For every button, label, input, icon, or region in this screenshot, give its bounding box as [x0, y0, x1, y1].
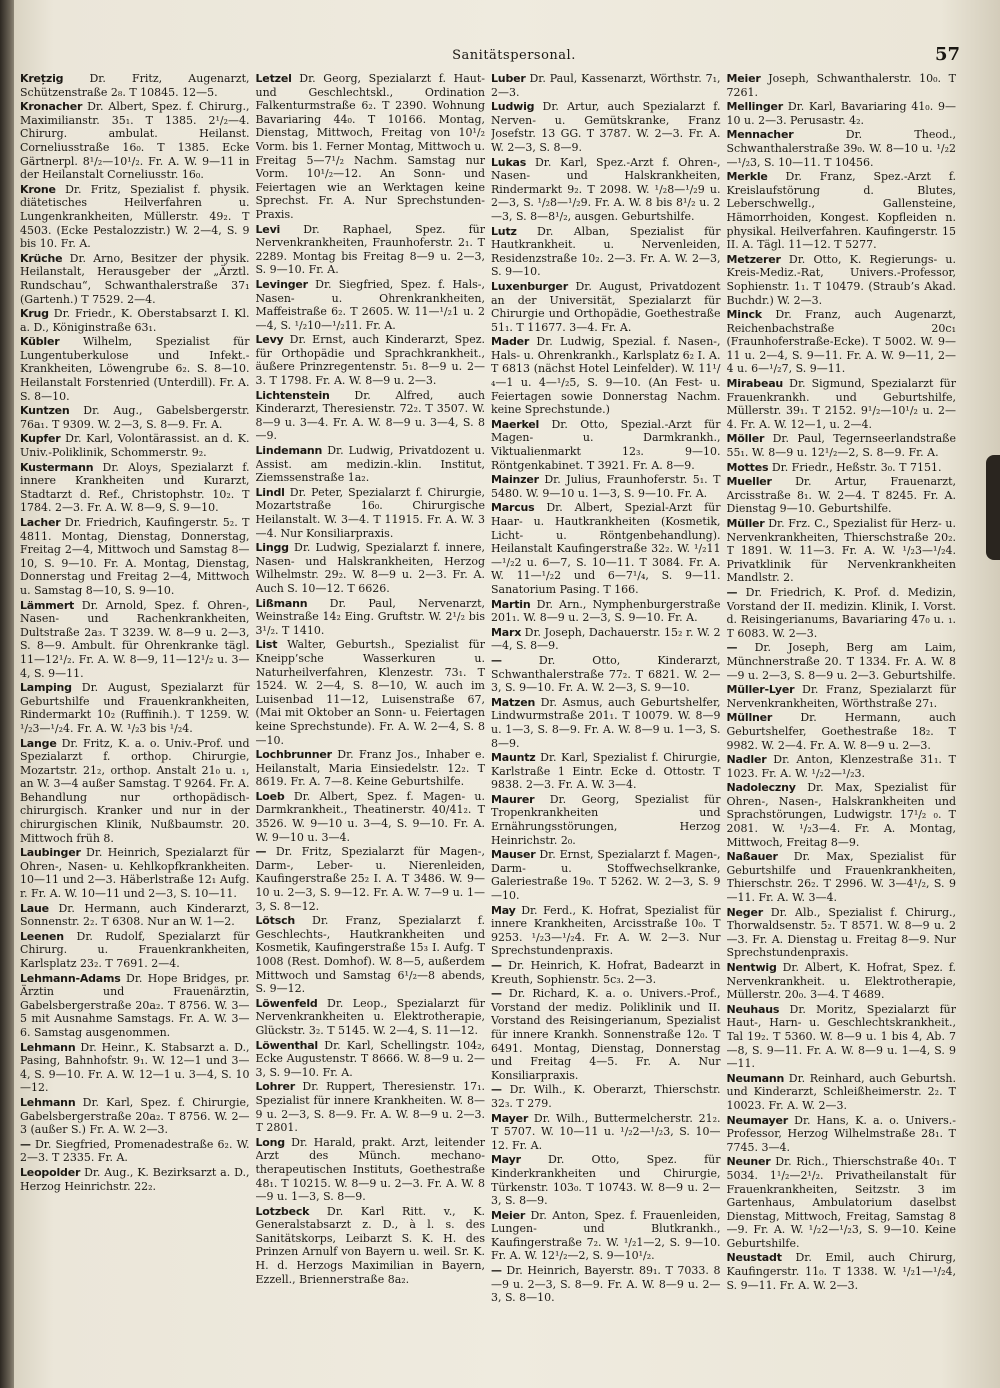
entry-details: Dr. August, Privatdozent an der Universität, Spezialarzt für Chirurgie und Orthopädie, Goethestraße 51₁. T 11677. 3—4. Fr. A. — [491, 279, 721, 334]
directory-entry — [20, 902, 250, 929]
directory-entry — [20, 972, 250, 1040]
entry-name: Lämmert — [20, 598, 75, 612]
page-header — [14, 44, 1000, 70]
entry-name: Kustermann — [20, 460, 94, 474]
directory-entry — [727, 377, 957, 431]
entry-details: Dr. Franz, Spezialarzt für Nervenkrankheiten, Wörthstraße 27₁. — [726, 683, 956, 710]
entry-name: Levinger — [255, 277, 308, 291]
entry-details: Dr. Siegfried, Promenadestraße 6₂. W. 2—3. T 2335. Fr. A. — [20, 1137, 250, 1165]
directory-entry — [20, 1138, 250, 1165]
entry-name: Luxenburger — [491, 279, 568, 293]
entry-name: Leopolder — [20, 1165, 81, 1179]
entry-name: Laubinger — [20, 846, 81, 860]
entry-name: Müller-Lyer — [726, 683, 795, 697]
entry-details: Dr. Alb., Spezialist f. Chirurg., Thorwaldsenstr. 5₂. T 8571. W. 8—9 u. 2—3. Fr. A. Dienstag u. Freitag 8—9. Nur Sprechstundenpraxis. — [726, 905, 956, 960]
entry-details: Dr. Alban, Spezialist für Hautkrankheit. u. Nervenleiden, Residenzstraße 10₂. 2—3. Fr. A. W. 2—3, S. 9—10. — [491, 224, 721, 279]
entry-name: Levy — [255, 333, 284, 347]
entry-details: Dr. Friedr., K. Oberstabsarzt I. Kl. a. D., Königinstraße 63₁. — [20, 307, 250, 334]
entry-details: Dr. Frz. C., Spezialist für Herz- u. Nervenkrankheiten, Thierschstraße 20₂. T 1891. W. 11—3. Fr. A. W. ¹/₂3—¹/₂4. Privatklinik für Nervenkrankheiten Mandlstr. 2. — [726, 517, 956, 585]
directory-entry — [727, 170, 957, 252]
entry-details: Dr. Rudolf, Spezialarzt für Chirurg. u. Frauenkrankheiten, Karlsplatz 23₂. T 7691. 2—4. — [20, 929, 250, 970]
entry-details: Dr. Franz, Spez.-Arzt f. Kreislaufstörung d. Blutes, Leberschwellg., Gallensteine, Hämorrhoiden, Kongest. Kopfleiden n. physikal. Heilverfahren. Kaufingerstr. 15 II. A. Tägl. 11—12. T 5277. — [726, 170, 956, 252]
entry-details: Walter, Geburtsh., Spezialist für Kneipp’sche Wasserkuren u. Naturheilverfahren, Klenzestr. 73₁. T 1524. W. 2—4, S. 8—10, W. auch im Luisenbad 11—12, Luisenstraße 67, (Mai mit Oktober an Sonn- u. Feiertagen keine Sprechstunde). Fr. A. W. 2—4, S. 8—10. — [255, 638, 485, 747]
entry-details: Dr. Karl, Volontärassist. an d. K. Univ.-Poliklinik, Schommerstr. 9₂. — [20, 432, 250, 460]
entry-name: Maurer — [491, 792, 535, 806]
entry-details: Dr. Julius, Fraunhoferstr. 5₁. T 5480. W. 9—10 u. 1—3, S. 9—10. Fr. A. — [491, 473, 721, 500]
directory-entry — [20, 252, 250, 306]
column-1 — [20, 72, 250, 1384]
entry-name: Lichtenstein — [255, 388, 330, 402]
entry-details: Dr. Heinrich, K. Hofrat, Badearzt in Kreuth, Sophienstr. 5c₃. 2—3. — [491, 959, 721, 986]
entry-name: Krüche — [20, 251, 63, 265]
entry-details: Dr. Otto, Spez. für Kinderkrankheiten und Chirurgie, Türkenstr. 103₀. T 10743. W. 8—9 u. 2—3, S. 8—9. — [491, 1153, 721, 1208]
directory-entry — [727, 308, 957, 376]
entry-details: Dr. Aug., K. Bezirksarzt a. D., Herzog Heinrichstr. 22₂. — [20, 1165, 250, 1193]
entry-details: Dr. Paul, Tegernseerlandstraße 55₁. W. 8—9 u. 12¹/₂—2, S. 8—9. Fr. A. — [726, 432, 956, 460]
entry-name: — — [491, 653, 502, 667]
entry-name: Luber — [491, 72, 526, 85]
directory-entry — [727, 683, 957, 710]
entry-details: Dr. Karl Ritt. v., K. Generalstabsarzt z. D., à l. s. des Sanitätskorps, Leibarzt S. K. H. des Prinzen Arnulf von Bayern u. weil. Sr. K. H. d. Herzogs Maximilian in Bayern, Ezzell., Briennerstraße 8a₂. — [255, 1204, 485, 1286]
entry-name: Ludwig — [491, 100, 535, 114]
entry-name: Löwenfeld — [255, 996, 318, 1010]
entry-name: Matzen — [491, 695, 536, 709]
directory-entry — [256, 444, 486, 485]
entry-details: Dr. Fritz, Spezialarzt für Magen-, Darm-, Leber- u. Nierenleiden, Kaufingerstraße 25₂ I. A. T 3486. W. 9—10 u. 2—3, S. 9—12. Fr. A. W. 7—9 u. 1—3, S. 8—12. — [255, 845, 485, 913]
directory-entry — [20, 737, 250, 846]
entry-details: Dr. Ruppert, Theresienstr. 17₁. Spezialist für innere Krankheiten. W. 8—9 u. 2—3, S. 8—9. Fr. A. W. 8—9 u. 2—3. T 2801. — [255, 1080, 485, 1135]
entry-details: Dr. August, Spezialarzt für Geburtshilfe und Frauenkrankheiten, Rindermarkt 10₂ (Ruffinih.). T 1259. W. ¹/₂3—¹/₂4. Fr. A. W. ¹/₂3 bis ¹/₂4. — [20, 681, 250, 735]
entry-details: Dr. Rich., Thierschstraße 40₁. T 5034. 1¹/₂—2¹/₂. Privatheilanstalt für Frauenkrankheiten, Seitzstr. 3 im Gartenhaus, Ambulatorium daselbst Dienstag, Mittwoch, Freitag, Samstag 8—9. Fr. A. W. ¹/₂2—¹/₂3, S. 9—10. Keine Geburtshilfe. — [726, 1155, 956, 1250]
entry-details: Dr. Hope Bridges, pr. Ärztin und Frauenärztin, Gabelsbergerstraße 20a₂. T 8756. W. 3—5 mit Ausnahme Samstags. Fr. A. W. 3—6. Samstag ausgenommen. — [20, 971, 250, 1039]
directory-entry — [20, 599, 250, 681]
directory-entry — [491, 598, 721, 625]
entry-details: Dr. Albert, Spez. f. Magen- u. Darmkrankheit., Theatinerstr. 40/41₂. T 3526. W. 9—10 u. 3—4, S. 9—10. Fr. A. W. 9—10 u. 3—4. — [255, 789, 485, 844]
entry-name: Maerkel — [491, 417, 540, 431]
entry-details: Dr. Albert, Spez. f. Chirurg., Maximilianstr. 35₁. T 1385. 2¹/₂—4. Chirurg. ambulat. Heilanst. Corneliusstraße 16₀. T 1385. Ecke Gärtnerpl. 8¹/₂—10¹/₂. Fr. A. W. 9—11 in der Heilanstalt Corneliusstr. 16₀. — [20, 100, 250, 182]
directory-entry — [20, 432, 250, 459]
entry-name: Mellinger — [726, 100, 784, 114]
entry-details: Dr. Joseph, Berg am Laim, Münchnerstraße 20. T 1334. Fr. A. W. 8—9 u. 2—3, S. 8—9 u. 2—3. Geburtshilfe. — [726, 641, 956, 682]
entry-name: Möller — [726, 432, 765, 446]
directory-entry — [491, 100, 721, 154]
entry-details: Dr. Aloys, Spezialarzt f. innere Krankheiten und Kurarzt, Stadtarzt d. Ref., Christophstr. 10₂. T 1784. 2—3. Fr. A. W. 8—9, S. 9—10. — [20, 460, 250, 515]
entry-name: List — [255, 638, 278, 652]
entry-name: Lotzbeck — [255, 1204, 310, 1218]
entry-details: Dr. Otto, Kinderarzt, Schwanthalerstraße 77₂. T 6821. W. 2—3, S. 9—10. Fr. A. W. 2—3, S. 9—10. — [491, 653, 721, 695]
directory-entry — [20, 72, 250, 99]
directory-entry — [20, 930, 250, 971]
entry-details: Dr. Karl, Spez.-Arzt f. Ohren-, Nasen- und Halskrankheiten, Rindermarkt 9₂. T 2098. W. ¹/₂8—¹/₂9 u. 2—3, S. ¹/₂8—¹/₂9. Fr. A. W. 8 bis 8¹/₂ u. 2—3, S. 8—8¹/₂, ausgen. Geburtshilfe. — [491, 155, 721, 223]
entry-name: Lamping — [20, 681, 72, 695]
entry-name: Letzel — [255, 72, 292, 85]
entry-details: Dr. Franz Jos., Inhaber e. Heilanstalt, Maria Einsiedelstr. 12₂. T 8619. Fr. A. 7—8. Keine Geburtshilfe. — [255, 748, 485, 789]
entry-name: Löwenthal — [255, 1038, 319, 1052]
entry-details: Dr. Georg, Spezialarzt f. Haut- und Geschlechtskl., Ordination Falkenturmstraße 6₂. T 2390. Wohnung Bavariaring 44₀. T 10166. Montag, Dienstag, Mittwoch, Freitag von 10¹/₂ Vorm. bis 1. Ferner Montag, Mittwoch u. Freitag 5—7¹/₂ Nachm. Samstag nur Vorm. 10¹/₂—12. An Sonn- und Feiertagen wie an Werktagen keine Sprechst. Fr. A. Nur Sprechstunden-Praxis. — [255, 72, 485, 221]
entry-name: May — [491, 903, 516, 917]
directory-entry — [727, 432, 957, 459]
entry-details: Dr. Heinr., K. Stabsarzt a. D., Pasing, Bahnhofstr. 9₁. W. 12—1 und 3—4, S. 9—10. Fr. A. W. 12—1 u. 3—4, S. 10—12. — [20, 1040, 250, 1095]
entry-name: Mader — [491, 335, 530, 349]
directory-entry — [727, 961, 957, 1002]
entry-details: Dr. Karl, Spezialist f. Chirurgie, Karlstraße 1 Eintr. Ecke d. Ottostr. T 9838. 2—3. Fr. A. W. 3—4. — [491, 751, 721, 792]
entry-details: Dr. Heinrich, Spezialarzt für Ohren-, Nasen- u. Kehlkopfkrankheiten. 10—11 und 2—3. Häberlstraße 12₁ Aufg. r. Fr. A. W. 10—11 und 2—3, S. 10—11. — [20, 846, 250, 901]
directory-entry — [256, 914, 486, 996]
entry-name: Mueller — [726, 475, 772, 489]
column-3 — [491, 72, 721, 1384]
directory-columns — [20, 72, 956, 1384]
entry-details: Dr. Anton, Klenzestraße 31₁. T 1023. Fr. A. W. ¹/₂2—¹/₂3. — [726, 753, 956, 780]
entry-name: — — [726, 641, 738, 655]
directory-entry — [491, 418, 721, 472]
entry-name: — — [20, 1137, 31, 1151]
entry-details: Dr. Arn., Nymphenburgerstraße 201₁. W. 8—9 u. 2—3, S. 9—10. Fr. A. — [491, 597, 721, 625]
directory-entry — [727, 128, 957, 169]
entry-name: Meier — [726, 72, 761, 85]
directory-entry — [491, 696, 721, 750]
entry-details: Dr. Hermann, auch Geburtshelfer, Goethestraße 18₂. T 9982. W. 2—4. Fr. A. W. 8—9 u. 2—3. — [726, 711, 956, 752]
entry-details: Dr. Georg, Spezialist für Tropenkrankheiten und Ernährungsstörungen, Herzog Heinrichstr. 2₀. — [491, 792, 721, 847]
column-4 — [727, 72, 957, 1384]
directory-entry — [491, 1112, 721, 1153]
entry-name: Müller — [726, 517, 765, 530]
entry-name: Neumayer — [726, 1113, 788, 1127]
entry-details: Dr. Raphael, Spez. für Nervenkrankheiten, Fraunhoferstr. 2₁. T 2289. Montag bis Freitag 8—9 u. 2—3, S. 9—10. Fr. A. — [255, 222, 485, 277]
directory-entry — [727, 1251, 957, 1292]
directory-entry — [256, 638, 486, 747]
entry-details: Dr. Ernst, Spezialarzt f. Magen-, Darm- u. Stoffwechselkranke, Galeriestraße 19₀. T 5262. W. 2—3, S. 9—10. — [491, 848, 721, 903]
entry-details: Dr. Hermann, auch Kinderarzt, Sonnenstr. 2₂. T 6308. Nur an W. 1—2. — [20, 901, 250, 929]
entry-name: Merkle — [726, 170, 768, 184]
directory-entry — [256, 333, 486, 387]
directory-entry — [491, 501, 721, 596]
directory-entry — [20, 846, 250, 900]
entry-name: Laue — [20, 901, 49, 915]
entry-name: Lukas — [491, 155, 527, 169]
directory-entry — [491, 793, 721, 847]
book-gutter — [0, 0, 14, 1388]
entry-name: Metzerer — [726, 252, 781, 266]
entry-name: Mainzer — [491, 473, 539, 487]
directory-entry — [256, 997, 486, 1038]
entry-name: Long — [255, 1135, 285, 1149]
entry-details: Dr. Ludwig, Spezialarzt f. innere, Nasen- und Halskrankheiten, Herzog Wilhelmstr. 29₂. W. 8—9 u. 2—3. Fr. A. Auch S. 10—12. T 6626. — [255, 541, 485, 595]
entry-name: Lehmann-Adams — [20, 971, 121, 985]
entry-details: Dr. Ernst, auch Kinderarzt, Spez. für Orthopädie und Sprachkrankheit., äußere Prinzregentenstr. 5₁. 8—9 u. 2—3. T 1798. Fr. A. W. 8—9 u. 2—3. — [255, 333, 485, 388]
entry-details: Dr. Emil, auch Chirurg, Kaufingerstr. 11₀. T 1338. W. ¹/₂1—¹/₂4, S. 9—11. Fr. A. W. 2—3. — [726, 1251, 956, 1292]
entry-details: Dr. Albert, K. Hofrat, Spez. f. Nervenkrankheit. u. Elektrotherapie, Müllerstr. 20₀. 3—4. T 4689. — [726, 961, 956, 1002]
directory-entry — [256, 389, 486, 443]
entry-name: Lehmann — [20, 1040, 76, 1054]
entry-name: Mayer — [491, 1111, 529, 1125]
directory-entry — [256, 597, 486, 638]
directory-entry — [491, 987, 721, 1082]
directory-entry — [20, 183, 250, 251]
directory-entry — [256, 223, 486, 277]
directory-entry — [256, 1205, 486, 1287]
directory-entry — [491, 156, 721, 224]
entry-name: Lingg — [255, 541, 289, 555]
entry-details: Dr. Alfred, auch Kinderarzt, Theresienstr. 72₂. T 3507. W. 8—9 u. 3—4. Fr. A. W. 8—9 u. 3—4, S. 8—9. — [255, 388, 485, 443]
entry-name: Mauntz — [491, 751, 536, 765]
directory-entry — [727, 475, 957, 516]
entry-name: Martin — [491, 597, 531, 611]
entry-details: Dr. Paul, Nervenarzt, Weinstraße 14₂ Eing. Gruftstr. W. 2¹/₂ bis 3¹/₂. T 1410. — [255, 596, 485, 637]
running-head: Sanitätspersonal. — [452, 48, 576, 63]
entry-details: Dr. Harald, prakt. Arzt, leitender Arzt des Münch. mechano-therapeutischen Instituts, Goethestraße 48₁. T 10215. W. 8—9 u. 2—3. Fr. A. W. 8—9 u. 1—3, S. 8—9. — [255, 1135, 485, 1204]
entry-details: Dr. Ludwig, Privatdozent u. Assist. am medizin.-klin. Institut, Ziemssenstraße 1a₂. — [255, 444, 485, 485]
entry-name: Kupfer — [20, 432, 61, 446]
directory-entry — [491, 751, 721, 792]
page-number: 57 — [934, 44, 960, 65]
entry-details: Wilhelm, Spezialist für Lungentuberkulose und Infekt.-Krankheiten, Löwengrube 6₂. S. 8—10. Heilanstalt Forstenried (Unterdill). Fr. A. S. 8—10. — [20, 335, 250, 403]
thumb-index-notch — [986, 455, 1000, 560]
directory-entry — [727, 100, 957, 127]
entry-details: Dr. Max, Spezialist für Geburtshilfe und Frauenkrankheiten, Thierschstr. 26₂. T 2996. W. 3—4¹/₂, S. 9—11. Fr. A. W. 3—4. — [726, 850, 956, 905]
directory-entry — [256, 1080, 486, 1134]
entry-name: Krone — [20, 182, 56, 196]
entry-details: Dr. Hans, K. a. o. Univers.-Professor, Herzog Wilhelmstraße 28₁. T 7745. 3—4. — [726, 1113, 956, 1154]
entry-name: Neustadt — [726, 1251, 782, 1265]
entry-name: Leenen — [20, 929, 64, 943]
entry-name: Nadler — [726, 753, 767, 767]
entry-name: — — [491, 1083, 502, 1097]
entry-name: Neuhaus — [726, 1002, 780, 1016]
entry-details: Dr. Heinrich, Bayerstr. 89₁. T 7033. 8—9 u. 2—3, S. 8—9. Fr. A. W. 8—9 u. 2—3, S. 8—10. — [491, 1264, 721, 1305]
entry-details: Dr. Reinhard, auch Geburtsh. und Kinderarzt, Schleißheimerstr. 2₂. T 10023. Fr. A. W. 2—3. — [726, 1071, 956, 1112]
directory-entry — [727, 1003, 957, 1071]
entry-details: Dr. Anton, Spez. f. Frauenleiden, Lungen- und Blutkrankh., Kaufingerstraße 7₂. W. ¹/₂1—2, S. 9—10. Fr. A. W. 12¹/₂—2, S. 9—10¹/₂. — [491, 1208, 721, 1263]
directory-entry — [727, 1114, 957, 1155]
directory-entry — [20, 516, 250, 598]
directory-entry — [491, 1209, 721, 1263]
entry-name: Lißmann — [255, 596, 308, 610]
directory-entry — [727, 1072, 957, 1113]
entry-details: Dr. Max, Spezialist für Ohren-, Nasen-, Halskrankheiten und Sprachstörungen, Ludwigstr. 17¹/₂ ₀. T 2081. W. ¹/₂3—4. Fr. A. Montag, Mittwoch, Freitag 8—9. — [726, 781, 956, 849]
entry-name: Levi — [255, 222, 281, 236]
directory-entry — [491, 1264, 721, 1305]
entry-details: Dr. Siegfried, Spez. f. Hals-, Nasen- u. Ohrenkrankheiten, Maffeistraße 6₂. T 2605. W. 11—¹/₂1 u. 2—4, S. ¹/₂10—¹/₂11. Fr. A. — [255, 277, 485, 332]
directory-entry — [727, 711, 957, 752]
directory-entry — [491, 1153, 721, 1207]
entry-details: Dr. Fritz, Augenarzt, Schützenstraße 2₈. T 10845. 12—5. — [20, 72, 250, 99]
entry-name: Mirabeau — [726, 377, 784, 391]
entry-details: Dr. Arnold, Spez. f. Ohren-, Nasen- und Rachenkrankheiten, Dultstraße 2a₃. T 3239. W. 8—9 u. 2—3, S. 8—9. Ambult. für Ohrenkranke tägl. 11—12¹/₂. Fr. A. W. 8—9, 11—12¹/₂ u. 3—4, S. 9—11. — [20, 598, 250, 680]
directory-entry — [727, 850, 957, 904]
entry-name: — — [255, 845, 267, 859]
entry-details: Dr. Artur, Frauenarzt, Arcisstraße 8₁. W. 2—4. T 8245. Fr. A. Dienstag 9—10. Geburtshilfe. — [726, 475, 956, 516]
entry-details: Dr. Aug., Gabelsbergerstr. 76a₁. T 9309. W. 2—3, S. 8—9. Fr. A. — [20, 404, 250, 431]
entry-details: Dr. Artur, auch Spezialarzt f. Nerven- u. Gemütskranke, Franz Josefstr. 13 GG. T 3787. W. 2—3. Fr. A. W. 2—3, S. 8—9. — [491, 100, 721, 154]
entry-details: Dr. Joseph, Dachauerstr. 15₂ r. W. 2—4, S. 8—9. — [491, 625, 721, 653]
directory-entry — [20, 100, 250, 182]
entry-name: — — [726, 585, 738, 599]
entry-details: Dr. Friedrich, Kaufingerstr. 5₂. T 4811. Montag, Dienstag, Donnerstag, Freitag 2—4, Mittwoch und Samstag 8—10, S. 9—10. Fr. A. Montag, Dienstag, Donnerstag und Freitag 2—4, Mittwoch u. Samstag 8—10, S. 9—10. — [20, 516, 250, 597]
directory-entry — [727, 253, 957, 307]
entry-details: Dr. Asmus, auch Geburtshelfer, Lindwurmstraße 201₁. T 10079. W. 8—9 u. 1—3, S. 8—9. Fr. A. W. 8—9 u. 1—3, S. 8—9. — [491, 695, 721, 750]
directory-entry — [491, 280, 721, 334]
directory-entry — [20, 461, 250, 515]
directory-entry — [491, 959, 721, 986]
directory-entry — [256, 1039, 486, 1080]
directory-entry — [256, 486, 486, 540]
entry-name: Mottes — [726, 460, 769, 474]
entry-details: Dr. Moritz, Spezialarzt für Haut-, Harn- u. Geschlechtskrankheit., Tal 19₂. T 5360. W. 8—9 u. 1 bis 4, Ab. 7—8, S. 9—11. Fr. A. W. 8—9 u. 1—4, S. 9—11. — [726, 1002, 956, 1071]
directory-entry — [491, 626, 721, 653]
directory-entry — [727, 641, 957, 682]
entry-name: Lötsch — [255, 914, 296, 928]
directory-entry — [727, 586, 957, 640]
entry-name: Marcus — [491, 501, 535, 515]
entry-name: Lacher — [20, 516, 61, 529]
entry-details: Dr. Ludwig, Spezial. f. Nasen-, Hals- u. Ohrenkrankh., Karlsplatz 6₂ I. A. T 6813 (nächst Hotel Leinfelder). W. 11¹/₄—1 u. 4—¹/₂5, S. 9—10. (An Fest- u. Feiertagen sowie Donnerstag Nachm. keine Sprechstunde.) — [491, 335, 721, 417]
entry-details: Dr. Albert, Spezial-Arzt für Haar- u. Hautkrankheiten (Kosmetik, Licht- u. Röntgenbehandlung). Heilanstalt Kaufingerstraße 32₂. W. ¹/₂11—¹/₂2 u. 6—7, S. 10—11. T 3084. Fr. A. W. 11—¹/₂2 und 6—7¹/₄, S. 9—11. Sanatorium Pasing. T 166. — [491, 501, 721, 596]
directory-entry — [491, 335, 721, 417]
directory-entry — [491, 654, 721, 695]
entry-name: Mennacher — [726, 128, 794, 142]
entry-name: Mayr — [491, 1153, 521, 1167]
entry-name: Nadoleczny — [726, 781, 796, 795]
entry-name: Lohrer — [255, 1080, 296, 1094]
entry-name: Marx — [491, 625, 522, 639]
directory-entry — [256, 72, 486, 222]
directory-entry — [491, 848, 721, 902]
entry-name: Lange — [20, 736, 57, 750]
directory-entry — [491, 72, 721, 99]
book-page — [14, 0, 1000, 1388]
entry-details: Dr. Ferd., K. Hofrat, Spezialist für innere Krankheiten, Arcisstraße 10₀. T 9253. ¹/₂3—¹/₂4. Fr. A. W. 2—3. Nur Sprechstundenpraxis. — [491, 903, 721, 958]
directory-entry — [491, 473, 721, 500]
entry-details: Dr. Karl, Spez. f. Chirurgie, Gabelsbergerstraße 20a₂. T 8756. W. 2—3 (außer S.) Fr. A. W. 2—3. — [20, 1095, 250, 1137]
entry-details: Dr. Franz, auch Augenarzt, Reichenbachstraße 20c₁ (Fraunhoferstraße-Ecke). T 5002. W. 9—11 u. 2—4, S. 9—11. Fr. A. W. 9—11, 2—4 u. 6—¹/₂7, S. 9—11. — [726, 308, 956, 376]
directory-entry — [256, 790, 486, 844]
entry-name: Nentwig — [726, 961, 777, 974]
entry-name: Minck — [726, 308, 762, 322]
entry-name: Lehmann — [20, 1095, 76, 1109]
entry-details: Dr. Fritz, K. a. o. Univ.-Prof. und Spezialarzt f. orthop. Chirurgie, Mozartstr. 21₂, orthop. Anstalt 21₀ u. ₁, an W. 3—4 außer Samstag. T 9264. Fr. A. Behandlung nur orthopädisch-chirurgisch. Kranker und nur in der chirurgischen Klinik, Nußbaumstr. 20. Mittwoch früh 8. — [20, 736, 250, 845]
entry-details: Dr. Otto, K. Regierungs- u. Kreis-Mediz.-Rat, Univers.-Professor, Sophienstr. 1₁. T 10479. (Straub’s Akad. Buchdr.) W. 2—3. — [726, 252, 956, 307]
entry-details: Dr. Richard, K. a. o. Univers.-Prof., Vorstand der mediz. Poliklinik und II. Vorstand des Reisingerianum, Spezialist für innere Krankh. Sonnenstraße 12₀. T 6491. Montag, Dienstag, Donnerstag und Freitag 4—5. Fr. A. Nur Konsiliarpraxis. — [491, 987, 721, 1082]
entry-name: Naßauer — [726, 850, 778, 864]
entry-name: — — [491, 1264, 502, 1278]
entry-details: Dr. Otto, Spezial.-Arzt für Magen- u. Darmkrankh., Viktualienmarkt 12₃. 9—10. Röntgenkabinet. T 3921. Fr. A. 8—9. — [491, 417, 721, 472]
directory-entry — [20, 681, 250, 735]
directory-entry — [727, 72, 957, 99]
entry-name: — — [491, 959, 502, 972]
directory-entry — [256, 748, 486, 789]
directory-entry — [20, 1096, 250, 1137]
entry-details: Dr. Franz, Spezialarzt f. Geschlechts-, Hautkrankheiten und Kosmetik, Kaufingerstraße 15₃ I. Aufg. T 1008 (Rest. Domhof). W. 8—5, außerdem Mittwoch und Samstag 6¹/₂—8 abends, S. 9—12. — [255, 914, 485, 996]
entry-name: Lochbrunner — [255, 748, 332, 762]
entry-name: Neuner — [726, 1155, 771, 1169]
directory-entry — [727, 906, 957, 960]
entry-details: Dr. Wilh., K. Oberarzt, Thierschstr. 32₃. T 279. — [491, 1083, 721, 1110]
entry-name: Kuntzen — [20, 404, 70, 418]
directory-entry — [20, 1166, 250, 1193]
entry-details: Dr. Friedrich, K. Prof. d. Medizin, Vorstand der II. medizin. Klinik, I. Vorst. d. Reisingerianums, Bavariaring 47₀ u. ₁. T 6083. W. 2—3. — [726, 585, 956, 640]
entry-name: Kübler — [20, 335, 60, 349]
entry-details: Dr. Theod., Schwanthalerstraße 39₀. W. 8—10 u. ¹/₂2—¹/₂3, S. 10—11. T 10456. — [726, 128, 956, 169]
directory-entry — [491, 225, 721, 279]
entry-name: Lindl — [255, 485, 285, 499]
entry-details: Dr. Arno, Besitzer der physik. Heilanstalt, Herausgeber der „Ärztl. Rundschau“, Schwanthalerstraße 37₁ (Gartenh.) T 7529. 2—4. — [20, 251, 250, 306]
entry-name: Loeb — [255, 789, 285, 803]
directory-entry — [727, 781, 957, 849]
entry-name: Kronacher — [20, 100, 83, 114]
column-2 — [256, 72, 486, 1384]
directory-entry — [256, 845, 486, 913]
directory-entry — [20, 335, 250, 403]
entry-details: Dr. Peter, Spezialarzt f. Chirurgie, Mozartstraße 16₀. Chirurgische Heilanstalt. W. 3—4. T 11915. Fr. A. W. 3—4. Nur Konsiliarpraxis. — [255, 485, 485, 540]
directory-entry — [256, 541, 486, 595]
entry-details: Dr. Friedr., Heßstr. 3₀. T 7151. — [768, 460, 942, 474]
entry-name: Neger — [726, 905, 763, 919]
entry-name: Krețzig — [20, 72, 64, 85]
entry-details: Dr. Wilh., Buttermelcherstr. 21₂. T 5707. W. 10—11 u. ¹/₂2—¹/₂3, S. 10—12. Fr. A. — [491, 1111, 721, 1152]
entry-details: Dr. Karl, Bavariaring 41₀. 9—10 u. 2—3. Perusastr. 4₂. — [726, 100, 956, 127]
directory-entry — [256, 1136, 486, 1204]
directory-entry — [727, 517, 957, 585]
directory-entry — [256, 278, 486, 332]
entry-name: Lutz — [491, 224, 517, 238]
entry-name: Meier — [491, 1208, 526, 1222]
directory-entry — [727, 461, 957, 475]
directory-entry — [491, 1083, 721, 1110]
entry-name: — — [491, 987, 502, 1001]
directory-entry — [20, 404, 250, 431]
directory-entry — [727, 1155, 957, 1250]
entry-details: Joseph, Schwanthalerstr. 10₀. T 7261. — [726, 72, 956, 99]
entry-details: Dr. Leop., Spezialarzt für Nervenkrankheiten u. Elektrotherapie, Glückstr. 3₂. T 5145. W. 2—4, S. 11—12. — [255, 996, 485, 1037]
directory-entry — [20, 1041, 250, 1095]
entry-name: Neumann — [726, 1071, 785, 1085]
entry-details: Dr. Fritz, Spezialist f. physik. diätetisches Heilverfahren u. Lungenkrankheiten, Müllerstr. 49₂. T 4503. (Ecke Pestalozzistr.) W. 2—4, S. 9 bis 10. Fr. A. — [20, 182, 250, 251]
entry-details: Dr. Paul, Kassenarzt, Wörthstr. 7₁, 2—3. — [491, 72, 721, 99]
entry-details: Dr. Karl, Schellingstr. 104₂, Ecke Augustenstr. T 8666. W. 8—9 u. 2—3, S. 9—10. Fr. A. — [255, 1038, 485, 1079]
entry-name: Müllner — [726, 711, 773, 725]
entry-name: Mauser — [491, 848, 536, 862]
directory-entry — [491, 904, 721, 958]
directory-entry — [727, 753, 957, 780]
entry-name: Krug — [20, 307, 49, 321]
entry-details: Dr. Sigmund, Spezialarzt für Frauenkrankh. und Geburtshilfe, Müllerstr. 39₁. T 2152. 9¹/₂—10¹/₂ u. 2—4. Fr. A. W. 12—1, u. 2—4. — [726, 377, 956, 431]
directory-entry — [20, 307, 250, 334]
entry-name: Lindemann — [255, 444, 323, 458]
